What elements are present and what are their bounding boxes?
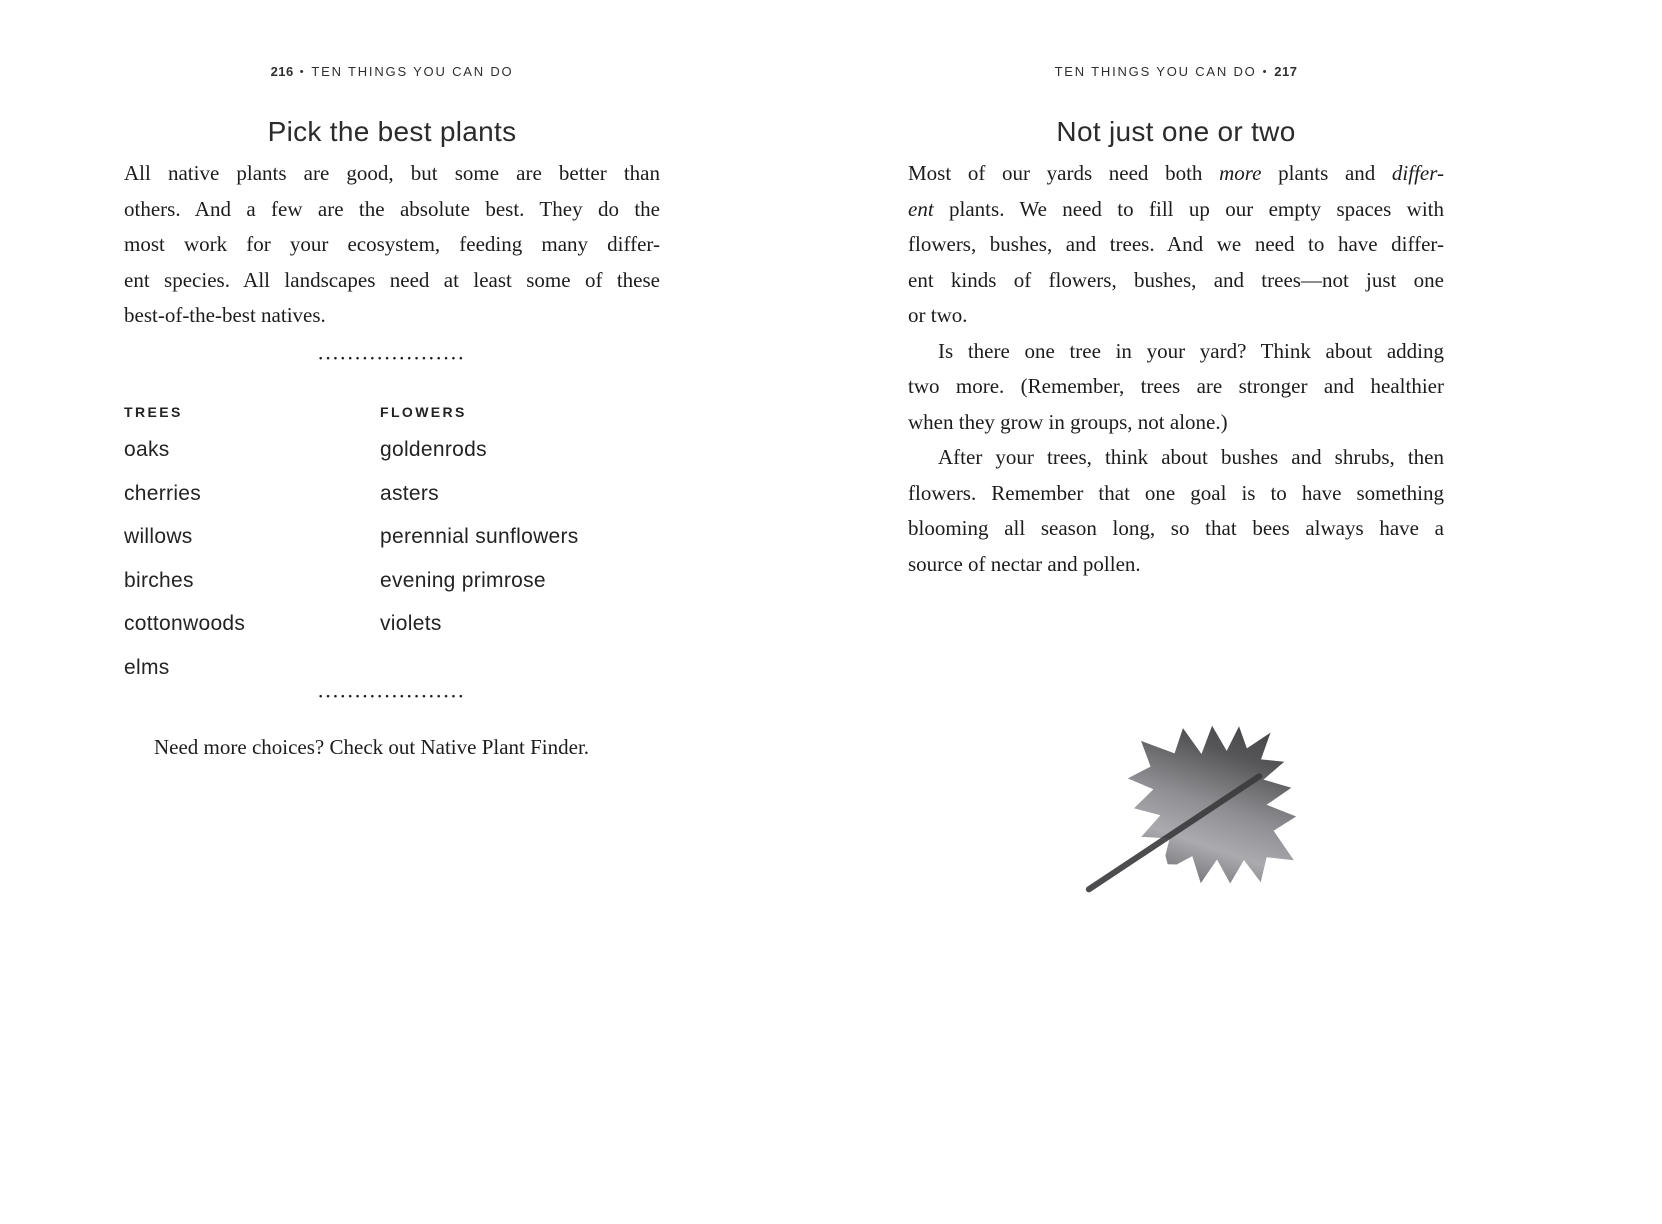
text-line: when they grow in groups, not alone.) (908, 409, 1228, 434)
text-line: All native plants are good, but some are better than (124, 161, 660, 185)
paragraph (908, 334, 1444, 441)
bullet-separator-icon: • (1262, 66, 1269, 78)
list-item: elms (124, 655, 170, 679)
text-line: source of nectar and pollen. (908, 551, 1141, 576)
dotted-divider: ···················· (318, 351, 466, 367)
list-item: evening primrose (380, 568, 546, 592)
chapter-label: TEN THINGS YOU CAN DO (1054, 64, 1257, 79)
text-line: or two. (908, 303, 968, 327)
text-line: Is there one tree in your yard? Think about adding (938, 338, 1444, 363)
list-item: cherries (124, 481, 202, 505)
paragraph (124, 156, 660, 334)
text-line: After your trees, think about bushes and shrubs, then (938, 445, 1444, 469)
page-left (124, 0, 660, 1224)
text-line: two more. (Remember, trees are stronger and healthier (908, 374, 1444, 398)
text-line: flowers, bushes, and trees. And we need to have differ- (908, 232, 1444, 256)
page-number: 217 (1274, 64, 1298, 79)
text-line: best-of-the-best natives. (124, 303, 326, 327)
page-title: Pick the best plants (267, 116, 517, 147)
page-title: Not just one or two (1056, 116, 1296, 147)
flowers-list (380, 402, 579, 646)
list-item: birches (124, 568, 194, 592)
text-line: ent plants. We need to fill up our empty spaces with (908, 196, 1444, 221)
text-line: flowers. Remember that one goal is to have something (908, 480, 1444, 505)
footer-note (124, 730, 660, 766)
text-line: ent kinds of flowers, bushes, and trees—not just one (908, 267, 1444, 292)
list-item: cottonwoods (124, 612, 246, 635)
intro-paragraph (124, 156, 660, 334)
list-item: violets (380, 612, 442, 635)
flowers-list-items (380, 428, 579, 646)
list-item: goldenrods (380, 438, 487, 461)
paragraph (124, 730, 660, 766)
list-item: perennial sunflowers (380, 525, 579, 548)
maple-leaf-illustration (1060, 702, 1355, 957)
running-head-left (124, 64, 660, 79)
flowers-list-heading: FLOWERS (380, 404, 467, 420)
trees-list-heading: TREES (124, 404, 183, 420)
page-right (908, 0, 1444, 1224)
text-line: Need more choices? Check out Native Plant Finder. (154, 735, 590, 759)
list-item: asters (380, 481, 439, 505)
text-line: ent species. All landscapes need at least some of these (124, 267, 660, 292)
text-line: Most of our yards need both more plants and differ- (908, 161, 1444, 185)
bullet-separator-icon: • (299, 66, 306, 78)
trees-list-items (124, 428, 245, 689)
body-paragraphs (908, 156, 1444, 582)
chapter-label: TEN THINGS YOU CAN DO (311, 64, 514, 79)
text-line: others. And a few are the absolute best. They do the (124, 196, 660, 221)
running-head-right (908, 64, 1444, 79)
trees-list (124, 402, 245, 689)
text-line: blooming all season long, so that bees always have a (908, 516, 1444, 540)
paragraph (908, 156, 1444, 334)
dotted-divider: ···················· (318, 689, 466, 705)
page-number: 216 (270, 64, 294, 79)
paragraph (908, 440, 1444, 582)
list-item: willows (124, 525, 193, 548)
list-item: oaks (124, 438, 170, 461)
text-line: most work for your ecosystem, feeding many differ- (124, 232, 660, 256)
